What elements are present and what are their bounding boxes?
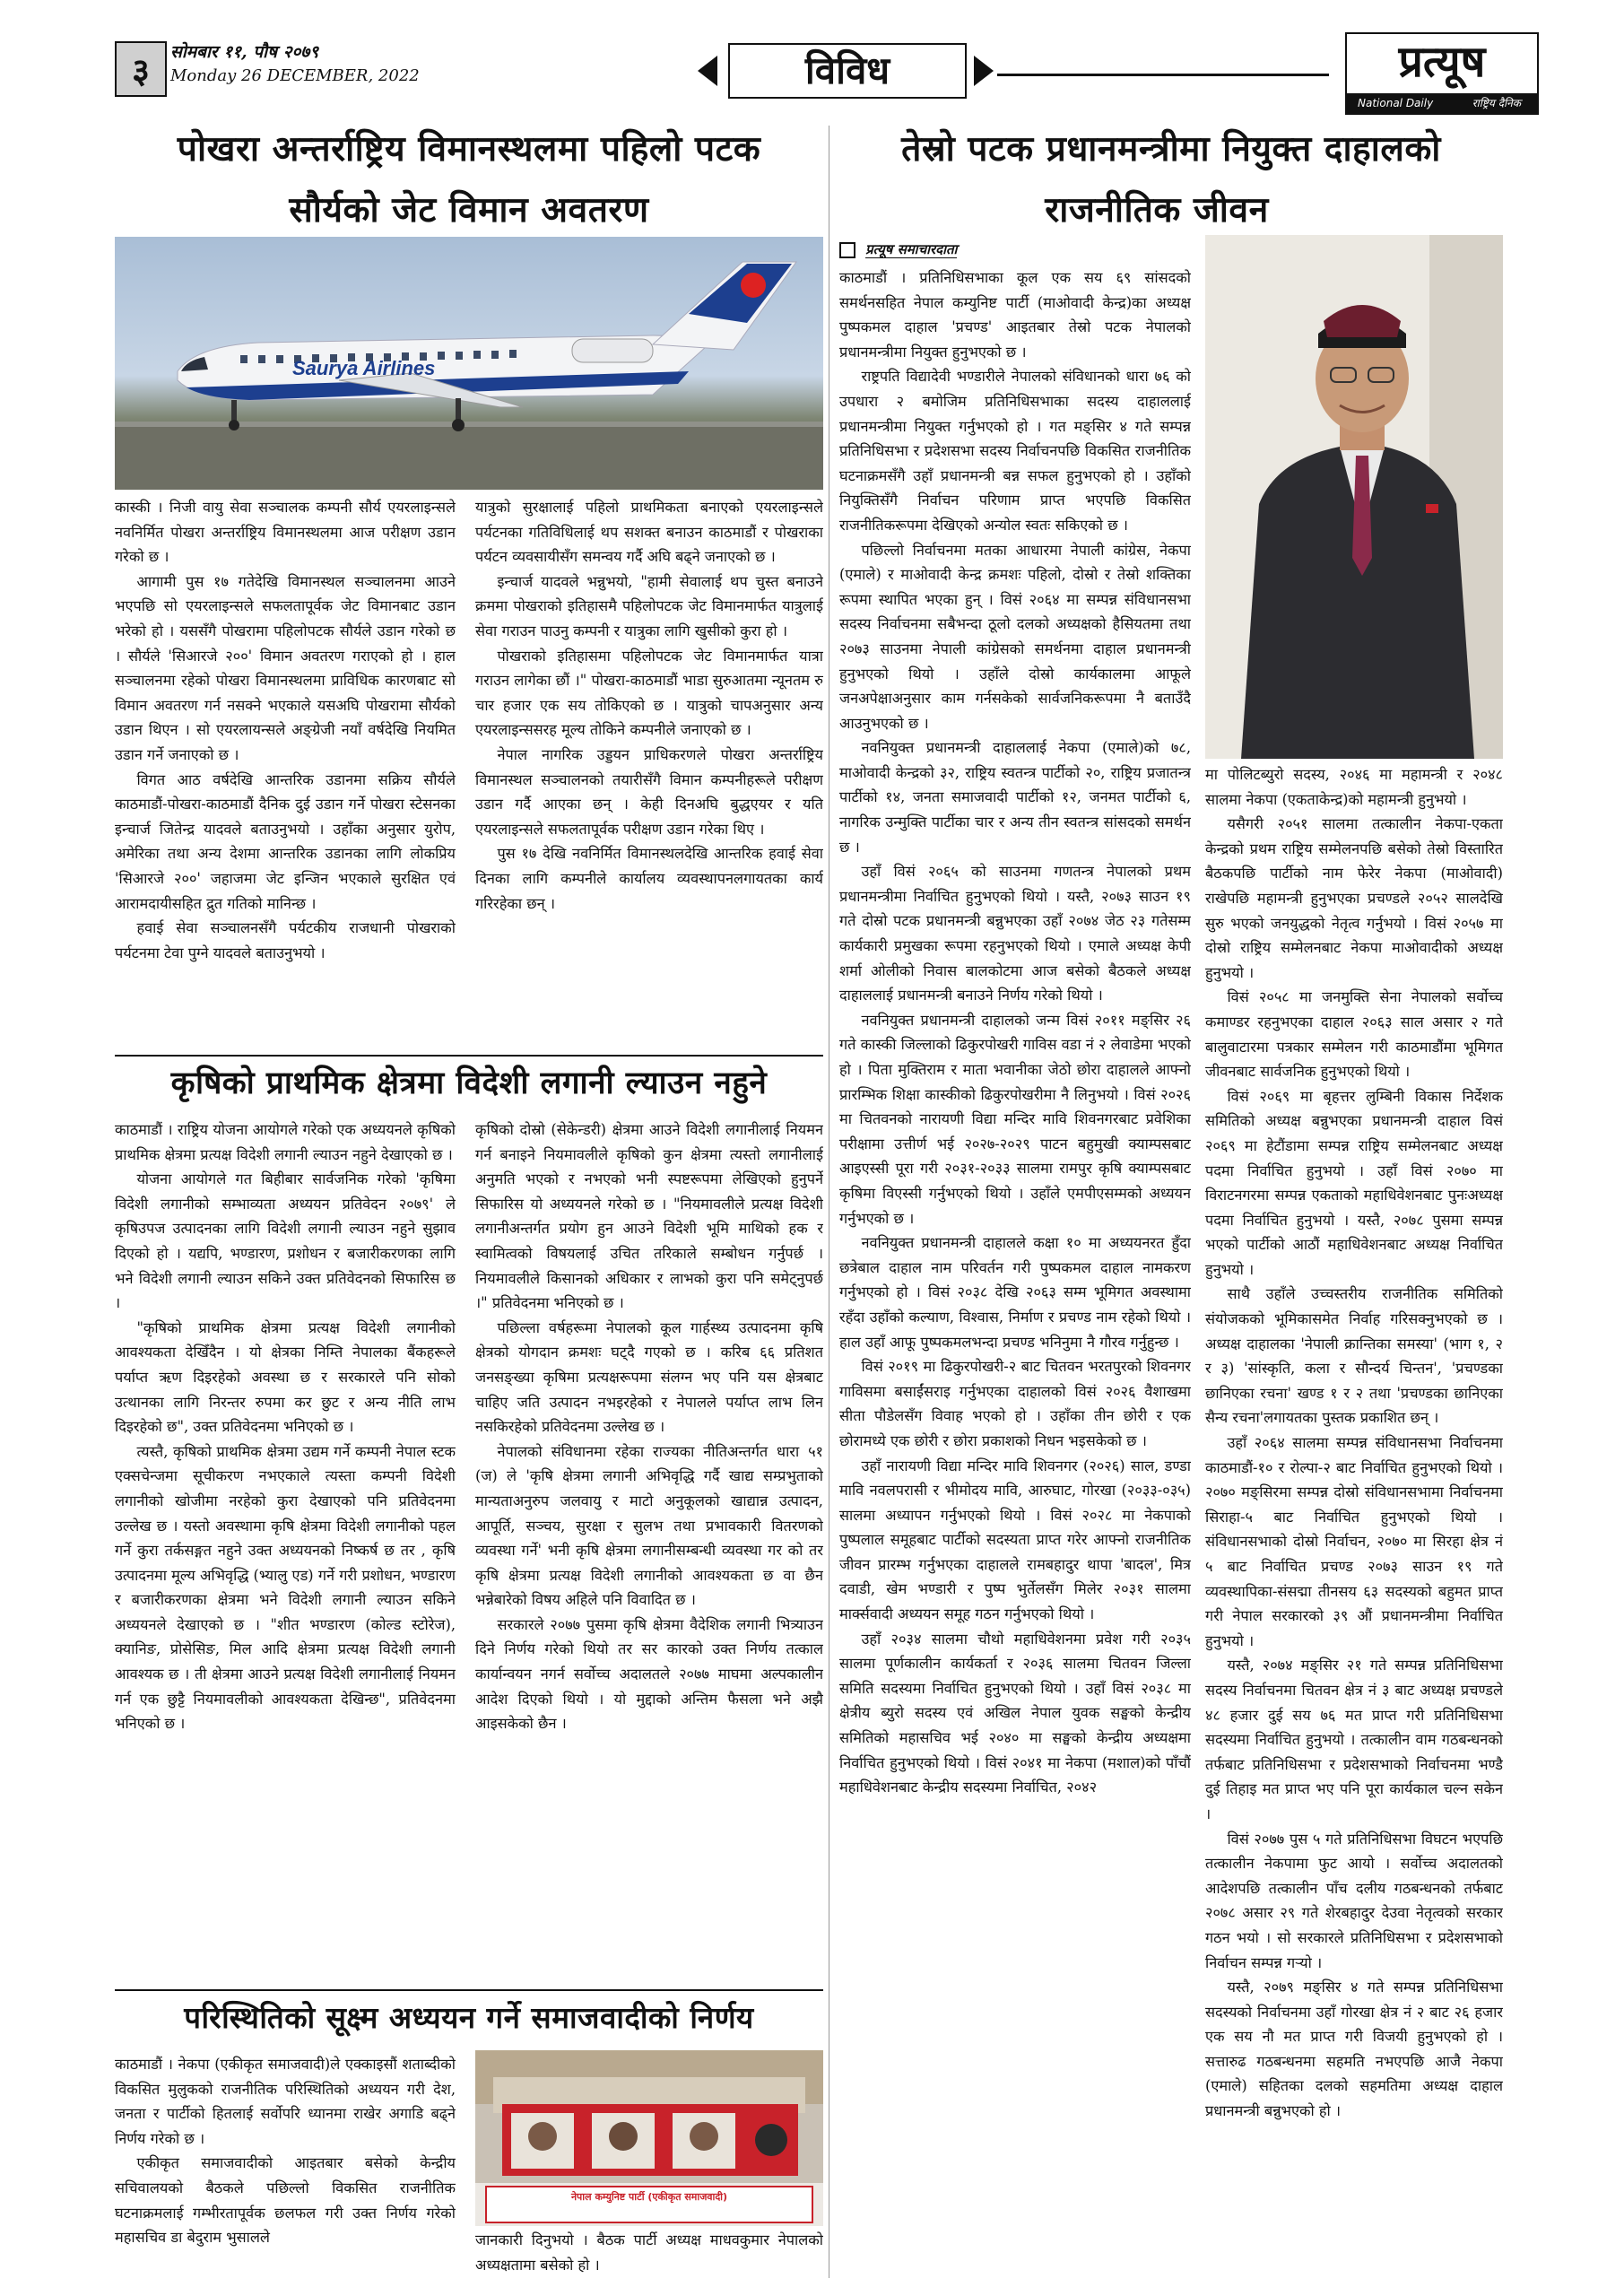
paragraph: यात्रुको सुरक्षालाई पहिलो प्राथमिकता बनाएको एयरलाइन्सले पर्यटनका गतिविधिलाई थप सशक्त बनाउन काठमाडौं र पोखराका पर्यटन व्यवसायीसँग समन्वय गर्दै अघि बढ्ने जनाएको छ । [475,499,823,566]
paragraph: काठमाडौं । प्रतिनिधिसभाका कूल एक सय ६९ सांसदको समर्थनसहित नेपाल कम्युनिष्ट पार्टी (माओवादी केन्द्र)का अध्यक्ष पुष्पकमल दाहाल 'प्रचण्ड' आइतबार तेस्रो पटक नेपालको प्रधानमन्त्रीमा नियुक्त हुनुभएको छ । [839,269,1191,361]
jet-illustration [115,237,823,490]
paragraph: नवनियुक्त प्रधानमन्त्री दाहालको जन्म विसं २०११ मङ्सिर २६ गते कास्की जिल्लाको ढिकुरपोखरी गाविस वडा नं २ लेवाडेमा भएको हो । पिता मुक्तिराम र माता भवानीका जेठो छोरा दाहालले आफ्नो प्रारम्भिक शिक्षा कास्कीको ढिकुरपोखरीमा नै लिनुभयो । विसं २०२६ मा चितवनको नारायणी विद्या मन्दिर मावि शिवनगरबाट प्रवेशिका परीक्षामा उत्तीर्ण भई २०२७-२०२९ पाटन बहुमुखी क्याम्पसबाट आइएस्सी पूरा गरी २०३१-२०३३ सालमा रामपुर कृषि क्याम्पसबाट कृषिमा विएस्सी गर्नुभएको थियो । उहाँले एमपीएसम्मको अध्ययन गर्नुभएको छ । [839,1011,1191,1227]
paragraph: नवनियुक्त प्रधानमन्त्री दाहाललाई नेकपा (एमाले)को ७८, माओवादी केन्द्रको ३२, राष्ट्रिय स्वतन्त्र पार्टीको २०, राष्ट्रिय प्रजातन्त्र पार्टीको १४, जनता समाजवादी पार्टीको १२, जनमत पार्टीको ६, नागरिक उन्मुक्ति पार्टीका चार र अन्य तीन स्वतन्त्र सांसदको समर्थन छ । [839,739,1191,856]
dahal-headline-1: तेस्रो पटक प्रधानमन्त्रीमा नियुक्त दाहालको [901,129,1441,170]
byline [839,240,1189,262]
paragraph: यसैगरी २०५१ सालमा तत्कालीन नेकपा-एकता केन्द्रको प्रथम राष्ट्रिय सम्मेलनपछि बसेको तेस्रो विस्तारित बैठकपछि पार्टीको नाम फेरेर नेकपा (माओवादी) राखेपछि महामन्त्री हुनुभएका प्रचण्डले २०५२ सालदेखि सुरु भएको जनयुद्धको नेतृत्व गर्नुभयो । विसं २०५७ मा दोस्रो राष्ट्रिय सम्मेलनबाट नेकपा माओवादीको अध्यक्ष हुनुभयो । [1205,815,1503,981]
dahal-col-b [1205,762,1503,2282]
logo [1345,32,1539,115]
paragraph: एकीकृत समाजवादीको आइतबार बसेको केन्द्रीय सचिवालयको बैठकले पछिल्लो विकसित राजनीतिक घटनाक्रमलाई गम्भीरतापूर्वक छलफल गरी उक्त निर्णय गरेको महासचिव डा बेदुराम भुसालले [115,2154,456,2247]
byline-text: प्रत्यूष समाचारदाता [865,241,958,257]
socialist-party-office-photo [475,2050,823,2226]
airport-col-1 [115,495,456,1051]
paragraph: पछिल्लो निर्वाचनमा मतका आधारमा नेपाली कांग्रेस, नेकपा (एमाले) र माओवादी केन्द्र क्रमशः पहिलो, दोस्रो र तेस्रो शक्तिका रूपमा स्थापित भएका हुन् । विसं २०६४ मा सम्पन्न संविधानसभा सदस्य निर्वाचनमा सबैभन्दा ठूलो दलको अध्यक्षको हैसियतमा तथा २०७३ साउनमा नेपाली कांग्रेसको समर्थनमा दाहाल प्रधानमन्त्री हुनुभएको थियो । उहाँले दोस्रो कार्यकालमा आफूले जनअपेक्षाअनुसार काम गर्नसकेको सार्वजनिकरूपमा नै बताउँदै आउनुभएको छ । [839,541,1191,732]
date-english: Monday 26 DECEMBER, 2022 [170,66,420,85]
paragraph: इन्चार्ज यादवले भन्नुभयो, "हामी सेवालाई थप चुस्त बनाउने क्रममा पोखराको इतिहासमै पहिलोपटक जेट विमानमार्फत यात्रुलाई सेवा गराउन पाउनु कम्पनी र यात्रुका लागि खुसीको कुरा हो । [475,572,823,639]
party-office-sign: नेपाल कम्युनिष्ट पार्टी (एकीकृत समाजवादी) [570,2191,728,2203]
airport-photo-livery: Saurya Airlines [292,357,436,379]
paragraph: विसं २०७७ पुस ५ गते प्रतिनिधिसभा विघटन भएपछि तत्कालीन नेकपामा फुट आयो । सर्वोच्च अदालतको आदेशपछि तत्कालीन पाँच दलीय गठबन्धनको तर्फबाट २०७८ असार २९ गते शेरबहादुर देउवा नेतृत्वको सरकार गठन भयो । सो सरकारले प्रतिनिधिसभा र प्रदेशसभाको निर्वाचन सम्पन्न गर्‍यो । [1205,1830,1503,1971]
paragraph: हवाई सेवा सञ्चालनसँगै पर्यटकीय राजधानी पोखराको पर्यटनमा टेवा पुग्ने यादवले बताउनुभयो । [115,919,456,961]
paragraph: उहाँ नारायणी विद्या मन्दिर मावि शिवनगर (२०२६) साल, डण्डा मावि नवलपरासी र भीमोदय मावि, आरुघाट, गोरखा (२०३३-०३५) सालमा अध्यापन गर्नुभएको थियो । विसं २०२८ मा नेकपाको पुष्पलाल समूहबाट पार्टीको सदस्यता प्राप्त गरेर आफ्नो राजनीतिक जीवन प्रारम्भ गर्नुभएका दाहालले रामबहादुर थापा 'बादल', मित्र दवाडी, खेम भण्डारी र पुष्प भुर्तेलसँग मिलेर २०३१ सालमा मार्क्सवादी अध्ययन समूह गठन गर्नुभएको थियो । [839,1457,1191,1623]
paragraph: नेपाल नागरिक उड्डयन प्राधिकरणले पोखरा अन्तर्राष्ट्रिय विमानस्थल सञ्चालनको तयारीसँगै विमान कम्पनीहरूले परीक्षण उडान गर्दै आएका छन् । केही दिनअघि बुद्धएयर र यति एयरलाइन्सले सफलतापूर्वक परीक्षण उडान गरेका थिए । [475,745,823,838]
dahal-portrait-photo [1205,235,1503,759]
paragraph: उहाँ २०६४ सालमा सम्पन्न संविधानसभा निर्वाचनमा काठमाडौं-१० र रोल्पा-२ बाट निर्वाचित हुनुभएको थियो । २०७० मङ्सिरमा सम्पन्न दोस्रो संविधानसभामा निर्वाचनमा सिराहा-५ बाट निर्वाचित हुनुभएको थियो । संविधानसभाको दोस्रो निर्वाचन, २०७० मा सिरहा क्षेत्र नं ५ बाट निर्वाचित प्रचण्ड २०७३ साउन १९ गते व्यवस्थापिका-संसद्मा तीनसय ६३ सदस्यको बहुमत प्राप्त गरी नेपाल सरकारको ३९ औं प्रधानमन्त्रीमा निर्वाचित हुनुभयो । [1205,1434,1503,1649]
logo-sub-en: National Daily [1358,97,1434,109]
section-banner [698,43,994,97]
paragraph: पछिल्ला वर्षहरूमा नेपालको कूल गार्हस्थ्य उत्पादनमा कृषि क्षेत्रको योगदान क्रमशः घट्दै गएको छ । करिब ६६ प्रतिशत जनसङ्ख्या कृषिमा प्रत्यक्षरूपमा संलग्न भए पनि यस क्षेत्रबाट चाहिए जति उत्पादन नभइरहेको र नेपालले पर्याप्त लाभ लिन नसकिरहेको प्रतिवेदनमा उल्लेख छ । [475,1318,823,1436]
socialist-col-1 [115,2052,456,2276]
paragraph: पोखराको इतिहासमा पहिलोपटक जेट विमानमार्फत यात्रा गराउन लागेका छौं ।" पोखरा-काठमाडौं भाडा सुरुआतमा न्यूनतम रु चार हजार एक सय तोकिएको छ । यात्रुको चापअनुसार अन्य एयरलाइन्ससरह मूल्य तोकिने कम्पनीले जनाएको छ । [475,647,823,739]
paragraph: नेपालको संविधानमा रहेका राज्यका नीतिअन्तर्गत धारा ५१ (ज) ले 'कृषि क्षेत्रमा लगानी अभिवृद्धि गर्दै खाद्य सम्प्रभुताको मान्यताअनुरुप जलवायु र माटो अनुकूलको खाद्यान्न उत्पादन, आपूर्ति, सञ्चय, सुरक्षा र सुलभ तथा प्रभावकारी वितरणको व्यवस्था गर्ने' भनी कृषि क्षेत्रमा लगानीसम्बन्धी व्यवस्था गर को तर कृषि क्षेत्रमा प्रत्यक्ष विदेशी लगानीको आवश्यकता छ वा छैन भन्नेबारेको विषय अहिले पनि विवादित छ । [475,1442,823,1609]
date-box [170,39,439,104]
agri-col-2 [475,1118,823,1984]
paragraph: "कृषिको प्राथमिक क्षेत्रमा प्रत्यक्ष विदेशी लगानीको आवश्यकता देखिँदैन । यो क्षेत्रका निम्ति नेपालका बैंकहरूले पर्याप्त ऋण दिइरहेको अवस्था छ र सरकारले पनि सोको उत्थानका लागि निरन्तर रुपमा कर छुट र अन्य नीति लाभ दिइरहेको छ", उक्त प्रतिवेदनमा भनिएको छ । [115,1318,456,1436]
airport-col-2 [475,495,823,1051]
paragraph: काठमाडौं । राष्ट्रिय योजना आयोगले गरेको एक अध्ययनले कृषिको प्राथमिक क्षेत्रमा प्रत्यक्ष विदेशी लगानी ल्याउन नहुने देखाएको छ । [115,1121,456,1163]
section-arrow-left-icon [698,56,717,86]
masthead [115,32,1535,118]
paragraph: त्यस्तै, कृषिको प्राथमिक क्षेत्रमा उद्यम गर्ने कम्पनी नेपाल स्टक एक्सचेन्जमा सूचीकरण नभएकाले त्यस्ता कम्पनी विदेशी लगानीको खोजीमा नरहेको कुरा देखाएको पनि प्रतिवेदनमा उल्लेख छ । यस्तो अवस्थामा कृषि क्षेत्रमा विदेशी लगानीको पहल गर्ने कुरा तर्कसङ्गत नहुने उक्त अध्ययनको निष्कर्ष छ तर , कृषि उत्पादनमा मूल्य अभिवृद्धि (भ्यालु एड) गर्ने गरी प्रशोधन, भण्डारण र बजारीकरणका क्षेत्रमा भने विदेशी लगानी ल्याउन सकिने अध्ययनले देखाएको छ । "शीत भण्डारण (कोल्ड स्टोरेज), क्यानिङ, प्रोसेसिङ, मिल आदि क्षेत्रमा प्रत्यक्ष विदेशी लगानी आवश्यक छ । ती क्षेत्रमा आउने प्रत्यक्ष विदेशी लगानीलाई नियमन गर्न एक छुट्टै नियमावलीको आवश्यकता देखिन्छ", प्रतिवेदनमा भनिएको छ । [115,1442,456,1733]
paragraph: यस्तै, २०७९ मङ्सिर ४ गते सम्पन्न प्रतिनिधिसभा सदस्यको निर्वाचनमा उहाँ गोरखा क्षेत्र नं २ बाट २६ हजार एक सय नौ मत प्राप्त गरी विजयी हुनुभएको हो । सत्तारुढ गठबन्धनमा सहमति नभएपछि आजै नेकपा (एमाले) सहितका दलको सहमतिमा अध्यक्ष दाहाल प्रधानमन्त्री बन्नुभएको हो । [1205,1979,1503,2120]
section-title-box [728,43,967,99]
paragraph: पुस १७ देखि नवनिर्मित विमानस्थलदेखि आन्तरिक हवाई सेवा दिनका लागि कम्पनीले कार्यालय व्यवस्थापनलगायतका कार्य गरिरहेका छन् । [475,845,823,912]
dahal-headline-2: राजनीतिक जीवन [1045,190,1269,230]
paragraph: काठमाडौं । नेकपा (एकीकृत समाजवादी)ले एक्काइसौं शताब्दीको विकसित मुलुकको राजनीतिक परिस्थितिको अध्ययन गरी देश, जनता र पार्टीको हितलाई सर्वोपरि ध्यानमा राखेर अगाडि बढ्ने निर्णय गरेको छ । [115,2056,456,2147]
agri-col-1 [115,1118,456,1984]
paragraph: कास्की । निजी वायु सेवा सञ्चालक कम्पनी सौर्य एयरलाइन्सले नवनिर्मित पोखरा अन्तर्राष्ट्रिय विमानस्थलमा आज परीक्षण उडान गरेको छ । [115,499,456,566]
paragraph: कृषिको दोस्रो (सेकेन्डरी) क्षेत्रमा आउने विदेशी लगानीलाई नियमन गर्न बनाइने नियमावलीले कृषिको कुन क्षेत्रमा त्यस्तो लगानीलाई अनुमति भएको र नभएको भनी स्पष्टरूपमा लेखिएको हुनुपर्ने सिफारिस यो अध्ययनले गरेको छ । "नियमावलीले प्रत्यक्ष विदेशी लगानीअन्तर्गत प्रयोग हुन आउने विदेशी भूमि माथिको हक र स्वामित्वको विषयलाई उचित तरिकाले सम्बोधन गर्नुपर्छ । नियमावलीले किसानको अधिकार र लाभको कुरा पनि समेट्नुपर्छ ।" प्रतिवेदनमा भनिएको छ । [475,1121,823,1312]
paragraph: योजना आयोगले गत बिहीबार सार्वजनिक गरेको 'कृषिमा विदेशी लगानीको सम्भाव्यता अध्ययन प्रतिवेदन २०७९' ले कृषिउपज उत्पादनका लागि विदेशी लगानी ल्याउन नहुने सुझाव दिएको हो । यद्यपि, भण्डारण, प्रशोधन र बजारीकरणका लागि भने विदेशी लगानी ल्याउन सकिने उक्त प्रतिवेदनको सिफारिस छ । [115,1170,456,1312]
logo-sub-np: राष्ट्रिय दैनिक [1472,97,1521,109]
socialist-headline: परिस्थितिको सूक्ष्म अध्ययन गर्ने समाजवादीको निर्णय [115,1989,823,2045]
paragraph: नवनियुक्त प्रधानमन्त्री दाहालले कक्षा १० मा अध्ययनरत हुँदा छत्रेबाल दाहाल नाम परिवर्तन गरी पुष्पकमल दाहाल नामकरण गर्नुभएको हो । विसं २०३८ देखि २०६३ सम्म भूमिगत अवस्थामा रहँदा उहाँको कल्याण, विश्वास, निर्माण र प्रचण्ड नाम रहेको थियो । हाल उहाँ आफू पुष्पकमलभन्दा प्रचण्ड भनिनुमा नै गौरव गर्नुहुन्छ । [839,1234,1191,1351]
airport-headline-1: पोखरा अन्तर्राष्ट्रिय विमानस्थलमा पहिलो पटक [177,129,761,170]
dahal-col-a [839,265,1191,2282]
paragraph: आगामी पुस १७ गतेदेखि विमानस्थल सञ्चालनमा आउने भएपछि सो एयरलाइन्सले सफलतापूर्वक जेट विमानबाट उडान भरेको हो । यससँगै पोखरामा पहिलोपटक सौर्यले उडान गरेको छ । सौर्यले 'सिआरजे २००' विमान अवतरण गराएको हो । हाल सञ्चालनमा रहेको पोखरा विमानस्थलमा प्राविधिक कारणबाट सो विमान अवतरण गर्न नसक्ने भएकाले यसअघि पोखरामा सौर्यको उडान थिएन । सो एयरलायन्सले अङ्ग्रेजी नयाँ वर्षदेखि नियमित उडान गर्ने जनाएको छ । [115,572,456,763]
portrait-illustration [1205,235,1503,759]
paragraph: सरकारले २०७७ पुसमा कृषि क्षेत्रमा वैदेशिक लगानी भित्र्याउन दिने निर्णय गरेको थियो तर सर कारको उक्त निर्णय तत्काल कार्यान्वयन नगर्न सर्वोच्च अदालतले २०७७ माघमा अल्पकालीन आदेश दिएको थियो । यो मुद्दाको अन्तिम फैसला भने अझै आइसकेको छैन । [475,1615,823,1733]
paragraph: विसं २०५८ मा जनमुक्ति सेना नेपालको सर्वोच्च कमाण्डर रहनुभएका दाहाल २०६३ साल असार २ गते बालुवाटारमा पत्रकार सम्मेलन गरी काठमाडौंमा भूमिगत जीवनबाट सार्वजनिक हुनुभएको थियो । [1205,988,1503,1081]
paragraph: उहाँ विसं २०६५ को साउनमा गणतन्त्र नेपालको प्रथम प्रधानमन्त्रीमा निर्वाचित हुनुभएको थियो । यस्तै, २०७३ साउन १९ गते दोस्रो पटक प्रधानमन्त्री बन्नुभएका उहाँ २०७४ जेठ २३ गतेसम्म कार्यकारी प्रमुखका रूपमा रहनुभएको थियो । एमाले अध्यक्ष केपी शर्मा ओलीको निवास बालकोटमा आज बसेको बैठकले अध्यक्ष दाहाललाई प्रधानमन्त्री बनाउने निर्णय गरेको थियो । [839,863,1191,1004]
paragraph: जानकारी दिनुभयो । बैठक पार्टी अध्यक्ष माधवकुमार नेपालको अध्यक्षतामा बसेको हो । [475,2231,823,2274]
paragraph: यस्तै, २०७४ मङ्सिर २१ गते सम्पन्न प्रतिनिधिसभा सदस्य निर्वाचनमा चितवन क्षेत्र नं ३ बाट अध्यक्ष प्रचण्डले ४८ हजार दुई सय ७६ मत प्राप्त गरी प्रतिनिधिसभा सदस्यमा निर्वाचित हुनुभयो । तत्कालीन वाम गठबन्धनको तर्फबाट प्रतिनिधिसभा र प्रदेशसभाको निर्वाचनमा भण्डै दुई तिहाइ मत प्राप्त भए पनि पूरा कार्यकाल चल्न सकेन । [1205,1657,1503,1822]
socialist-col-2 [475,2228,823,2278]
agri-headline: कृषिको प्राथमिक क्षेत्रमा विदेशी लगानी ल्याउन नहुने [115,1055,823,1110]
paragraph: विसं २०१९ मा ढिकुरपोखरी-२ बाट चितवन भरतपुरको शिवनगर गाविसमा बसाईंसराइ गर्नुभएका दाहालको विसं २०२६ वैशाखमा सीता पौडेलसँग विवाह भएको हो । उहाँका तीन छोरी र एक छोरामध्ये एक छोरी र छोरा प्रकाशको निधन भइसकेको छ । [839,1358,1191,1449]
paragraph: विसं २०६९ मा बृहत्तर लुम्बिनी विकास निर्देशक समितिको अध्यक्ष बन्नुभएका प्रधानमन्त्री दाहाल विसं २०६९ मा हेटौंडामा सम्पन्न राष्ट्रिय सम्मेलनबाट अध्यक्ष पदमा निर्वाचित हुनुभयो । उहाँ विसं २०७० मा विराटनगरमा सम्पन्न एकताको महाधिवेशनबाट पुनःअध्यक्ष पदमा निर्वाचित हुनुभयो । यस्तै, २०७८ पुसमा सम्पन्न भएको पार्टीको आठौं महाधिवेशनबाट अध्यक्ष निर्वाचित हुनुभयो । [1205,1087,1503,1278]
logo-sub-bar [1347,93,1537,113]
paragraph: उहाँ २०३४ सालमा चौथो महाधिवेशनमा प्रवेश गरी २०३५ सालमा पूर्णकालीन कार्यकर्ता र २०३६ सालमा चितवन जिल्ला समिति सदस्यमा निर्वाचित हुनुभएको थियो । उहाँ विसं २०३८ मा क्षेत्रीय ब्युरो सदस्य एवं अखिल नेपाल युवक सङ्घको केन्द्रीय समितिको महासचिव भई २०४० मा सङ्घको केन्द्रीय अध्यक्षमा निर्वाचित हुनुभएको थियो । विसं २०४१ मा नेकपा (मशाल)को पाँचौं महाधिवेशनबाट केन्द्रीय सदस्यमा निर्वाचित, २०४२ [839,1630,1191,1796]
logo-text: प्रत्यूष [1398,37,1486,87]
paragraph: विगत आठ वर्षदेखि आन्तरिक उडानमा सक्रिय सौर्यले काठमाडौं-पोखरा-काठमाडौं दैनिक दुई उडान गर्ने पोखरा स्टेसनका इन्चार्ज जितेन्द्र यादवले बताउनुभयो । उहाँका अनुसार युरोप, अमेरिका तथा अन्य देशमा आन्तरिक उडानका लागि लोकप्रिय 'सिआरजे २००' जहाजमा जेट इन्जिन भएकाले सुरक्षित एवं आरामदायीसहित द्रुत गतिको मानिन्छ । [115,770,456,912]
masthead-rule [997,74,1329,76]
page-number-box [115,41,167,97]
paragraph: साथै उहाँले उच्चस्तरीय राजनीतिक समितिको संयोजकको भूमिकासमेत निर्वाह गरिसक्नुभएको छ । अध्यक्ष दाहालका 'नेपाली क्रान्तिका समस्या' (भाग १, २ र ३) 'सांस्कृति, कला र सौन्दर्य चिन्तन', 'प्रचण्डका छानिएका रचना' खण्ड १ र २ तथा 'प्रचण्डका छानिएका सैन्य रचना'लगायतका पुस्तक प्रकाशित छन् । [1205,1285,1503,1427]
section-arrow-right-icon [974,56,994,86]
byline-box-icon [839,242,855,258]
page-number: ३ [132,51,150,91]
paragraph: राष्ट्रपति विद्यादेवी भण्डारीले नेपालको संविधानको धारा ७६ को उपधारा २ बमोजिम प्रतिनिधिसभाका सदस्य दाहाललाई प्रधानमन्त्रीमा नियुक्त गर्नुभएको हो । गत मङ्सिर ४ गते सम्पन्न प्रतिनिधिसभा र प्रदेशसभा सदस्य निर्वाचनपछि विकसित राजनीतिक घटनाक्रमसँगै उहाँ प्रधानमन्त्री बन्न सफल हुनुभएको हो । उहाँको नियुक्तिसँगै निर्वाचन परिणाम प्राप्त भएपछि विकसित राजनीतिकरूपमा देखिएको अन्योल स्वतः सकिएको छ । [839,368,1191,534]
date-nepali: सोमबार ११, पौष २०७९ [170,42,319,62]
photo-caption: मा पोलिटब्युरो सदस्य, २०४६ मा महामन्त्री र २०४८ सालमा नेकपा (एकताकेन्द्र)को महामन्त्री हुनुभयो । [1205,766,1503,808]
airport-headline-2: सौर्यको जेट विमान अवतरण [289,190,649,230]
section-title: विविध [804,48,890,92]
airport-jet-photo [115,237,823,490]
